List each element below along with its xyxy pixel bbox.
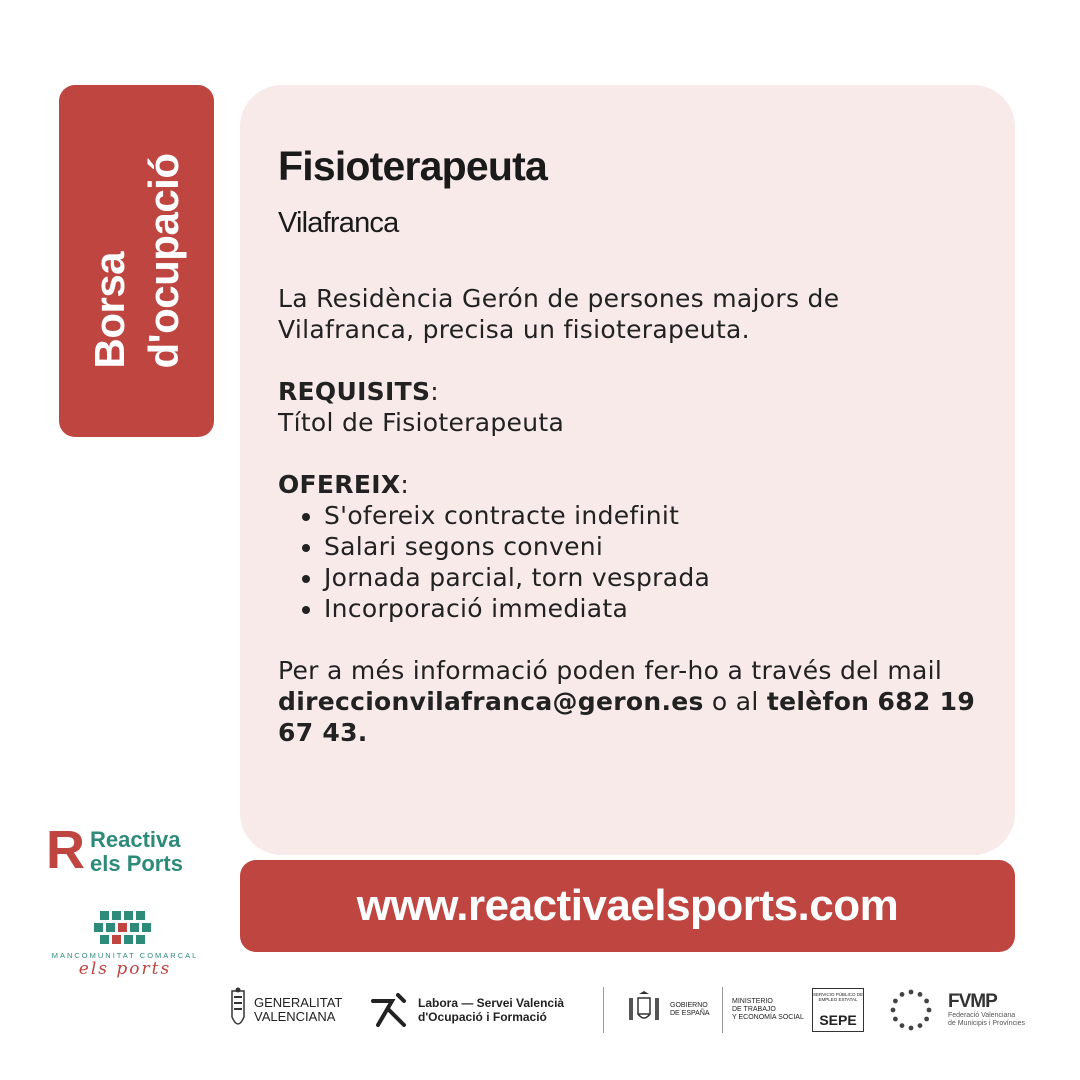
offers-heading: OFEREIX: <box>278 470 410 499</box>
contact-prefix: Per a més informació poden fer-ho a través del mail <box>278 656 943 685</box>
reactiva-name <box>90 828 183 876</box>
side-tab-label <box>83 153 191 368</box>
mancomunitat-line2: els ports <box>78 959 172 979</box>
offer-item: • S'ofereix contracte indefinit <box>324 500 983 531</box>
job-card <box>240 85 1015 855</box>
sepe-title: SEPE <box>819 1012 857 1028</box>
requirements-label: REQUISITS <box>278 377 431 406</box>
reactiva-logo <box>46 820 206 880</box>
ministerio-line2: DE TRABAJO <box>732 1006 776 1013</box>
job-intro: La Residència Gerón de persones majors de Vilafranca, precisa un fisioterapeuta. <box>278 284 840 344</box>
fvmp-line2: de Municipis i Províncies <box>948 1020 1026 1027</box>
sepe-logo <box>812 985 864 1035</box>
generalitat-line2: VALENCIANA <box>254 1009 336 1024</box>
side-tab <box>59 85 214 437</box>
offers-label: OFEREIX <box>278 470 401 499</box>
spain-coat-of-arms-icon <box>626 990 662 1030</box>
job-description <box>278 283 983 748</box>
labora-logo <box>370 985 564 1035</box>
gobierno-line1: GOBIERNO <box>670 1002 708 1009</box>
requirements-text: Títol de Fisioterapeuta <box>278 408 565 437</box>
contact-phone-label: telèfon <box>766 687 870 716</box>
ministerio-line3: Y ECONOMÍA SOCIAL <box>732 1014 804 1021</box>
contact-email[interactable]: direccionvilafranca@geron.es <box>278 687 704 716</box>
labora-line1: Labora — Servei Valencià <box>418 996 565 1010</box>
labora-line2: d'Ocupació i Formació <box>418 1010 547 1024</box>
labora-icon <box>370 991 408 1029</box>
generalitat-shield-icon <box>228 987 248 1033</box>
ministerio-logo <box>732 985 804 1035</box>
reactiva-r-icon: R <box>46 820 85 880</box>
mancomunitat-line1: MANCOMUNITAT COMARCAL <box>51 951 199 960</box>
job-location: Vilafranca <box>278 207 399 239</box>
fvmp-logo <box>948 985 1025 1035</box>
eu-stars-icon <box>888 987 934 1033</box>
website-url[interactable]: www.reactivaelsports.com <box>240 860 1015 952</box>
contact-phone[interactable]: 682 19 67 43. <box>278 687 976 747</box>
side-tab-line2: d'ocupació <box>139 153 187 369</box>
offer-item: • Jornada parcial, torn vesprada <box>324 562 983 593</box>
contact-info <box>278 655 983 748</box>
ministerio-line1: MINISTERIO <box>732 998 773 1005</box>
mancomunitat-logo <box>40 905 210 980</box>
gobierno-line2: DE ESPAÑA <box>670 1010 710 1017</box>
sepe-subtitle: SERVICIO PÚBLICO DE EMPLEO ESTATAL <box>813 992 863 1002</box>
fvmp-line1: Federació Valenciana <box>948 1012 1016 1019</box>
fvmp-title: FVMP <box>948 991 997 1012</box>
contact-mid: o al <box>703 687 767 716</box>
offers-list <box>278 500 983 624</box>
offer-item: • Salari segons conveni <box>324 531 983 562</box>
side-tab-line1: Borsa <box>85 251 133 369</box>
mancomunitat-emblem-icon <box>90 907 160 949</box>
sponsor-logos <box>228 985 1028 1035</box>
eu-logo <box>888 985 934 1035</box>
requirements-heading: REQUISITS: <box>278 377 439 406</box>
generalitat-line1: GENERALITAT <box>254 995 343 1010</box>
job-title: Fisioterapeuta <box>278 143 548 189</box>
gobierno-logo <box>626 985 710 1035</box>
reactiva-line1: Reactiva <box>90 827 181 852</box>
offer-item: • Incorporació immediata <box>324 593 983 624</box>
generalitat-logo <box>228 985 342 1035</box>
reactiva-line2: els Ports <box>90 851 183 876</box>
